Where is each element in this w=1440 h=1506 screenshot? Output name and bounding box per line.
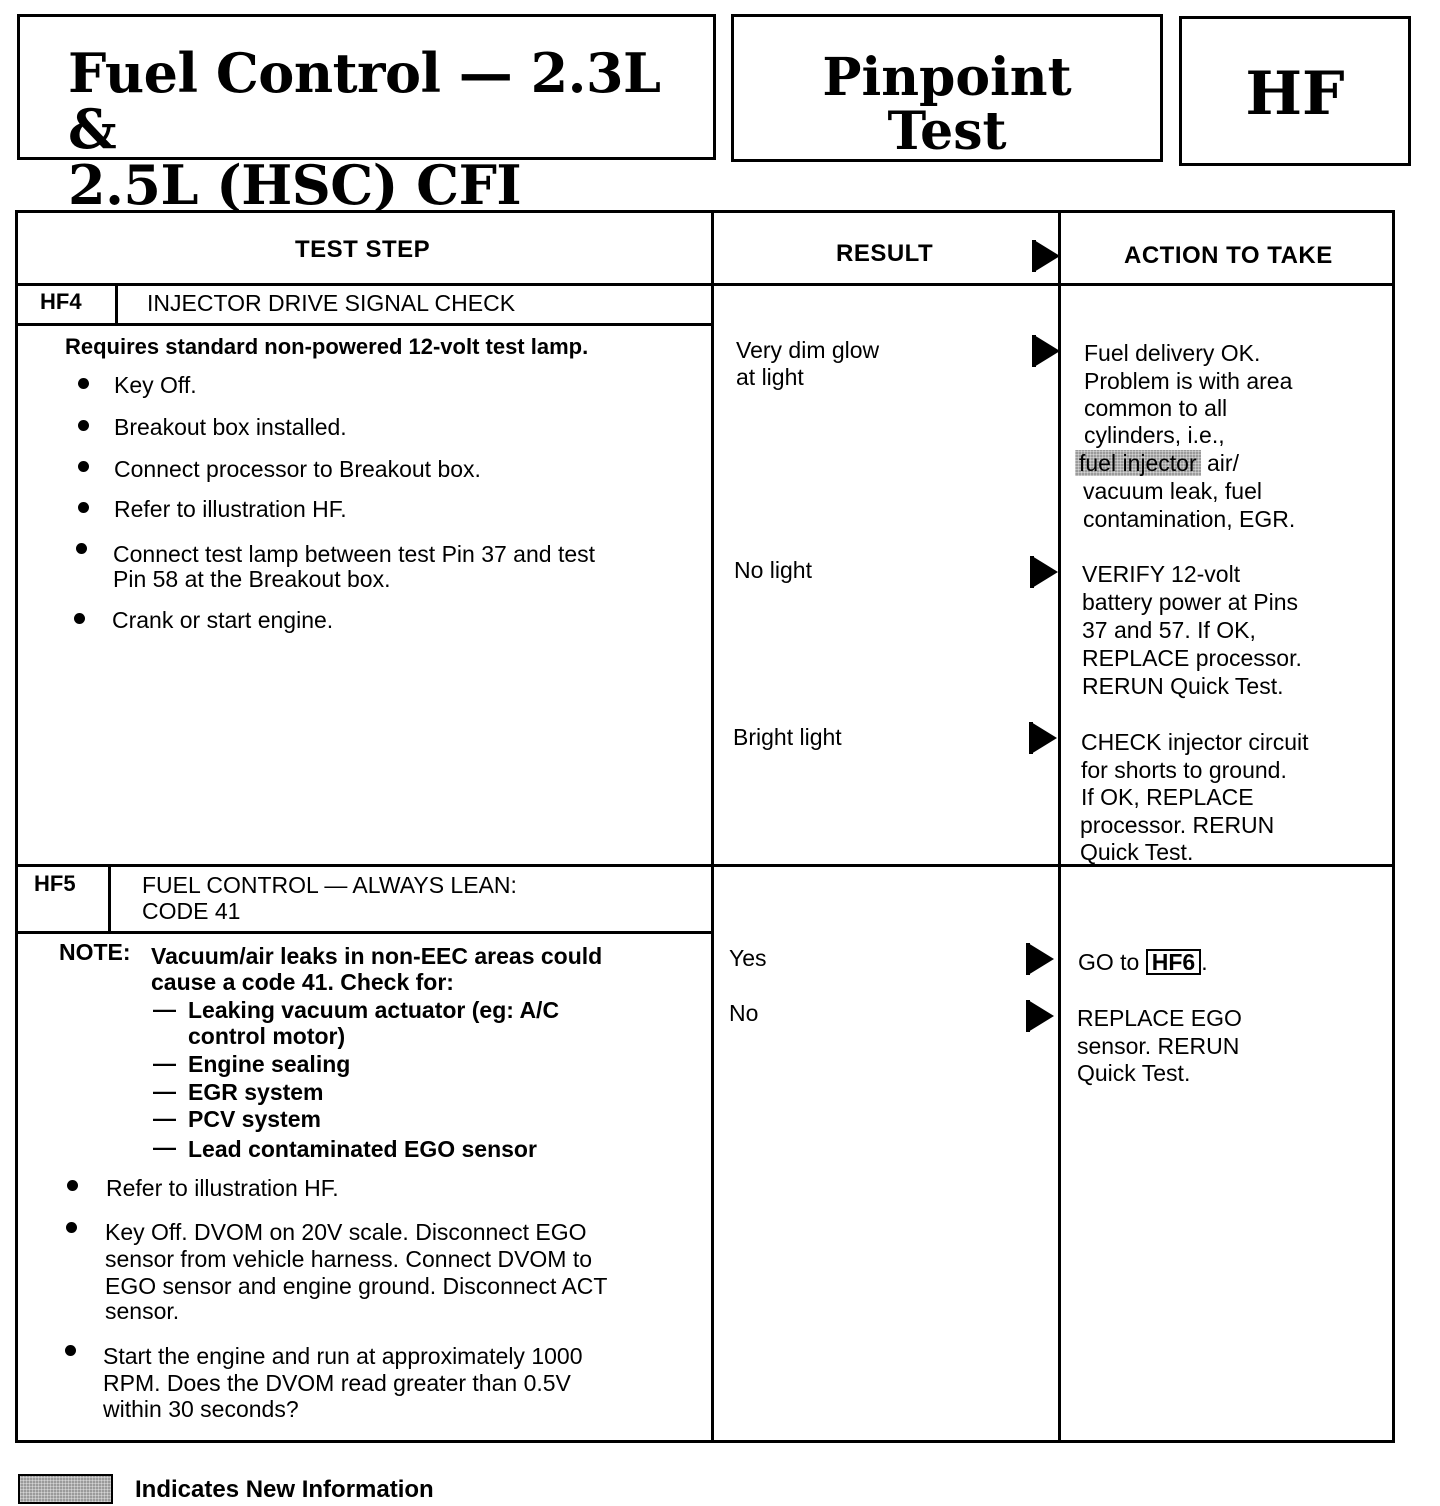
hf4-step-2: Breakout box installed. bbox=[114, 414, 347, 440]
hf5-check-3: EGR system bbox=[188, 1079, 324, 1105]
hf5-result-no: No bbox=[729, 1000, 759, 1026]
dash: — bbox=[153, 1134, 176, 1160]
hf4-step-1: Key Off. bbox=[114, 372, 197, 398]
hf5-note-label: NOTE: bbox=[59, 939, 131, 965]
header-arrow-icon bbox=[1034, 240, 1060, 272]
hf5-action-no-line-2: sensor. RERUN bbox=[1077, 1033, 1240, 1059]
bullet-icon bbox=[78, 378, 89, 389]
hf5-step-3c: within 30 seconds? bbox=[103, 1396, 299, 1422]
new-info-highlight: fuel injector bbox=[1075, 450, 1201, 476]
new-info-legend-swatch bbox=[18, 1474, 113, 1504]
hf4-action-1-line-5-rest: air/ bbox=[1200, 450, 1239, 476]
hf4-action-1-line-7: contamination, EGR. bbox=[1083, 506, 1296, 532]
hf5-note-line-1: Vacuum/air leaks in non-EEC areas could bbox=[151, 943, 603, 969]
hf4-step-title: INJECTOR DRIVE SIGNAL CHECK bbox=[147, 290, 516, 316]
go-to-label: GO to bbox=[1078, 949, 1140, 975]
bullet-icon bbox=[78, 420, 89, 431]
title-line-1: Fuel Control — 2.3L & bbox=[68, 41, 661, 161]
hf4-action-2-line-4: REPLACE processor. bbox=[1082, 645, 1302, 671]
hf4-step-3: Connect processor to Breakout box. bbox=[114, 456, 481, 482]
hf5-action-no-line-3: Quick Test. bbox=[1077, 1060, 1191, 1086]
hf4-result-3: Bright light bbox=[733, 724, 842, 750]
test-type-line-2: Test bbox=[887, 101, 1007, 162]
result-arrow-icon bbox=[1031, 722, 1057, 754]
hf5-title-line-2: CODE 41 bbox=[142, 898, 241, 924]
test-type bbox=[734, 47, 1160, 162]
hf4-action-1-line-4: cylinders, i.e., bbox=[1084, 422, 1225, 448]
hf5-result-yes: Yes bbox=[729, 945, 767, 971]
hf6-reference-link[interactable]: HF6 bbox=[1146, 949, 1201, 975]
hf4-step-5a: Connect test lamp between test Pin 37 and test bbox=[113, 541, 596, 567]
hf5-check-1b: control motor) bbox=[188, 1023, 346, 1049]
hf5-check-1a: Leaking vacuum actuator (eg: A/C bbox=[188, 997, 560, 1023]
hf4-result-1-line-2: at light bbox=[736, 364, 804, 390]
hf4-step-id: HF4 bbox=[40, 289, 82, 314]
dash: — bbox=[153, 996, 176, 1022]
hf4-action-1-line-3: common to all bbox=[1084, 395, 1228, 421]
dash: — bbox=[153, 1105, 176, 1131]
hf4-action-3-line-4: processor. RERUN bbox=[1080, 812, 1275, 838]
column-header-result: RESULT bbox=[836, 240, 934, 267]
hf5-step-2d: sensor. bbox=[105, 1298, 180, 1324]
title-box bbox=[17, 14, 716, 217]
test-code-box bbox=[1179, 16, 1411, 166]
hf4-action-1-line-5 bbox=[1075, 450, 1239, 477]
hf4-requirement: Requires standard non-powered 12-volt test lamp. bbox=[65, 334, 589, 359]
hf4-action-3-line-1: CHECK injector circuit bbox=[1081, 729, 1309, 755]
hf5-step-1: Refer to illustration HF. bbox=[106, 1175, 339, 1201]
bullet-icon bbox=[65, 1345, 76, 1356]
column-header-action: ACTION TO TAKE bbox=[1124, 242, 1333, 269]
hf4-action-3-line-3: If OK, REPLACE bbox=[1081, 784, 1254, 810]
column-header-test-step: TEST STEP bbox=[295, 236, 431, 263]
hf4-step-6: Crank or start engine. bbox=[112, 607, 334, 633]
hf5-step-3b: RPM. Does the DVOM read greater than 0.5V bbox=[103, 1370, 571, 1396]
page-title bbox=[68, 41, 713, 217]
bullet-icon bbox=[67, 1180, 78, 1191]
hf5-check-5: Lead contaminated EGO sensor bbox=[188, 1136, 537, 1162]
bullet-icon bbox=[74, 613, 85, 624]
header-row-divider bbox=[15, 283, 1395, 286]
hf4-action-3-line-5: Quick Test. bbox=[1080, 839, 1194, 865]
hf5-step-3a: Start the engine and run at approximately 1000 bbox=[103, 1343, 583, 1369]
hf4-id-divider bbox=[115, 283, 118, 325]
bullet-icon bbox=[78, 502, 89, 513]
test-type-line-1: Pinpoint bbox=[822, 47, 1072, 108]
bullet-icon bbox=[76, 543, 87, 554]
dash: — bbox=[153, 1050, 176, 1076]
title-line-2: 2.5L (HSC) CFI bbox=[68, 153, 522, 217]
result-arrow-icon bbox=[1034, 335, 1060, 367]
hf4-step-4: Refer to illustration HF. bbox=[114, 496, 347, 522]
hf5-step-id: HF5 bbox=[34, 871, 76, 896]
hf5-title-divider bbox=[15, 931, 711, 934]
hf4-action-1-line-6: vacuum leak, fuel bbox=[1083, 478, 1262, 504]
hf4-action-2-line-1: VERIFY 12-volt bbox=[1082, 561, 1241, 587]
hf5-check-2: Engine sealing bbox=[188, 1051, 351, 1077]
hf4-action-1-line-2: Problem is with area bbox=[1084, 368, 1293, 394]
hf5-action-yes bbox=[1078, 949, 1208, 976]
hf5-action-no-line-1: REPLACE EGO bbox=[1077, 1005, 1242, 1031]
bullet-icon bbox=[78, 461, 89, 472]
hf5-check-4: PCV system bbox=[188, 1106, 321, 1132]
result-arrow-icon bbox=[1028, 1000, 1054, 1032]
hf5-step-2a: Key Off. DVOM on 20V scale. Disconnect EGO bbox=[105, 1219, 587, 1245]
hf5-id-divider bbox=[108, 864, 111, 932]
hf4-result-2: No light bbox=[734, 557, 812, 583]
go-to-suffix: . bbox=[1201, 949, 1208, 975]
hf4-step-5b: Pin 58 at the Breakout box. bbox=[113, 566, 391, 592]
hf4-title-divider bbox=[15, 323, 711, 326]
hf4-action-3-line-2: for shorts to ground. bbox=[1081, 757, 1287, 783]
bullet-icon bbox=[66, 1222, 77, 1233]
dash: — bbox=[153, 1078, 176, 1104]
new-info-legend-text: Indicates New Information bbox=[135, 1476, 434, 1503]
result-arrow-icon bbox=[1032, 556, 1058, 588]
hf4-action-1-line-1: Fuel delivery OK. bbox=[1084, 340, 1261, 366]
hf5-title-line-1: FUEL CONTROL — ALWAYS LEAN: bbox=[142, 872, 517, 898]
column-divider-1 bbox=[711, 212, 714, 1441]
hf4-action-2-line-5: RERUN Quick Test. bbox=[1082, 673, 1284, 699]
hf4-action-2-line-2: battery power at Pins bbox=[1082, 589, 1299, 615]
result-arrow-icon bbox=[1028, 943, 1054, 975]
column-divider-2 bbox=[1058, 212, 1061, 1441]
hf4-action-2-line-3: 37 and 57. If OK, bbox=[1082, 617, 1256, 643]
test-code: HF bbox=[1245, 59, 1345, 129]
test-type-box bbox=[731, 14, 1163, 162]
hf5-step-2c: EGO sensor and engine ground. Disconnect ACT bbox=[105, 1273, 608, 1299]
hf4-result-1-line-1: Very dim glow bbox=[736, 337, 880, 363]
hf5-note-line-2: cause a code 41. Check for: bbox=[151, 969, 454, 995]
hf5-step-2b: sensor from vehicle harness. Connect DVOM to bbox=[105, 1246, 593, 1272]
